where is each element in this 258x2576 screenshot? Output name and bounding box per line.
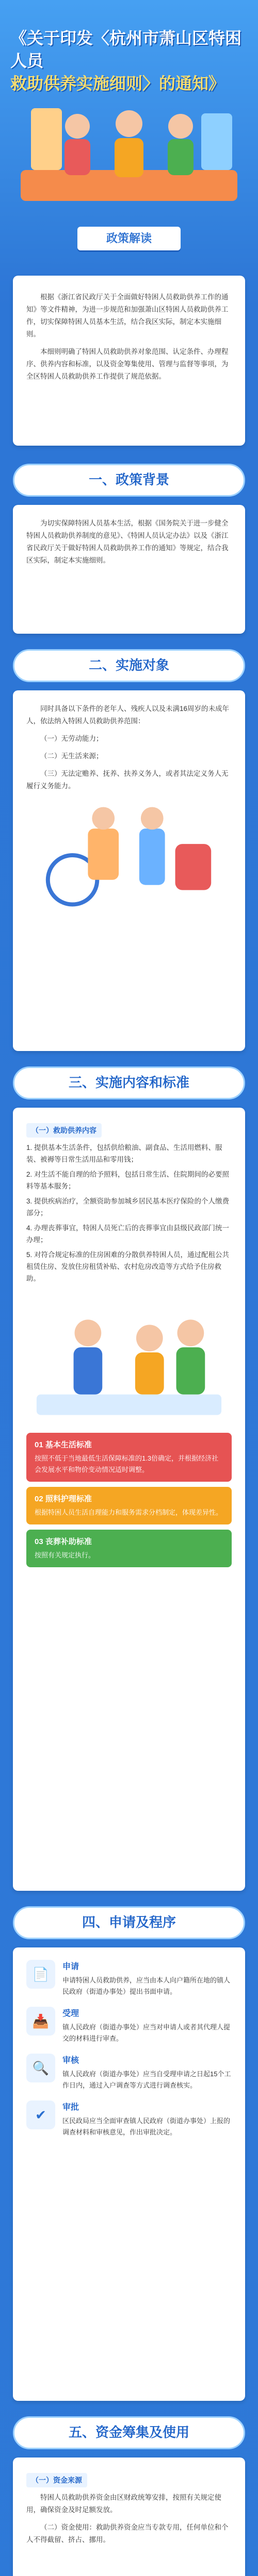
intro-paragraph: 根据《浙江省民政厅关于全面做好特困人员救助供养工作的通知》等文件精神，为进一步规范和加强萧山区特困人员救助供养工作，切实保障特困人员基本生活，结合我区实际，制定本实施细则。 [26, 293, 229, 338]
panel-body: 根据特困人员生活自理能力和服务需求分档制定，体现差异性。 [35, 1509, 223, 1516]
panel-title: 02 照料护理标准 [35, 1495, 92, 1503]
step-title: 审批 [62, 2103, 79, 2112]
policy-interpretation-badge: 政策解读 [77, 227, 181, 250]
section-paragraph: （一）无劳动能力； [40, 735, 103, 742]
intro-paragraph: 本细则明确了特困人员救助供养对象范围、认定条件、办理程序、供养内容和标准，以及资金筹集使用、管理与监督等事项，为全区特困人员救助供养工作提供了规范依据。 [26, 348, 229, 380]
list-item: 1. 提供基本生活条件，包括供给粮油、副食品、生活用燃料、服装、被褥等日常生活用品和零用钱； [26, 1144, 222, 1163]
process-step [26, 1960, 232, 1997]
section-card-3 [13, 1108, 245, 1891]
intro-card [13, 276, 245, 446]
standard-panel-basic [26, 1433, 232, 1482]
section-card-4 [13, 1947, 245, 2401]
process-step [26, 2007, 232, 2044]
hero-banner [0, 0, 258, 268]
step-desc: 镇人民政府（街道办事处）应当自受理申请之日起15个工作日内，通过入户调查等方式进行调查核实。 [62, 2070, 231, 2089]
section-paragraph: 为切实保障特困人员基本生活，根据《国务院关于进一步健全特困人员救助供养制度的意见》、《特困人员认定办法》以及《浙江省民政厅关于做好特困人员救助供养工作的通知》等规定，结合我区实际，制定本实施细则。 [26, 519, 229, 564]
section-card-5 [13, 2458, 245, 2576]
list-item: 4. 办理丧葬事宜，特困人员死亡后的丧葬事宜由县级民政部门统一办理； [26, 1224, 230, 1244]
section-subheading: （一）救助供养内容 [26, 1123, 102, 1138]
step-desc: 申请特困人员救助供养，应当由本人向户籍所在地的镇人民政府（街道办事处）提出书面申请。 [62, 1976, 231, 1995]
section-title-3: 三、实施内容和标准 [13, 1066, 245, 1099]
section-paragraph: （二）无生活来源； [40, 752, 103, 760]
support-items-list [26, 1142, 232, 1284]
title-line-2: 救助供养实施细则〉的通知》 [10, 74, 225, 93]
step-desc: 镇人民政府（街道办事处）应当对申请人或者其代理人提交的材料进行审查。 [62, 2023, 231, 2042]
helper-illustration [26, 1292, 232, 1426]
process-step [26, 2100, 232, 2138]
step-title: 受理 [62, 2009, 79, 2018]
section-title-4: 四、申请及程序 [13, 1906, 245, 1939]
process-step [26, 2054, 232, 2091]
family-illustration [0, 77, 258, 222]
section-paragraph: 同时具备以下条件的老年人、残疾人以及未满16周岁的未成年人，依法纳入特困人员救助供养范围： [26, 705, 230, 725]
section-paragraph: （二）资金使用：救助供养资金应当专款专用，任何单位和个人不得截留、挤占、挪用。 [26, 2523, 229, 2544]
list-item: 2. 对生活不能自理的给予照料，包括日常生活、住院期间的必要照料等基本服务； [26, 1171, 230, 1190]
family-illustration-2 [26, 2551, 232, 2576]
document-icon: 📄 [26, 1960, 55, 1989]
section-title-1: 一、政策背景 [13, 464, 245, 497]
list-item: 5. 对符合规定标准的住房困难的分散供养特困人员，通过配租公共租赁住房、发放住房租赁补贴、农村危房改造等方式给予住房救助。 [26, 1251, 230, 1282]
section-title-2: 二、实施对象 [13, 649, 245, 682]
panel-title: 03 丧葬补助标准 [35, 1537, 92, 1546]
step-title: 申请 [62, 1962, 79, 1971]
list-item: 3. 提供疾病治疗，全额资助参加城乡居民基本医疗保险的个人缴费部分； [26, 1197, 230, 1217]
standard-panel-care [26, 1487, 232, 1524]
step-title: 审核 [62, 2056, 79, 2065]
section-paragraph: 特困人员救助供养资金由区财政统筹安排，按照有关规定使用，确保资金及时足额发放。 [26, 2494, 221, 2514]
search-icon: 🔍 [26, 2054, 55, 2082]
section-paragraph: （三）无法定赡养、抚养、扶养义务人，或者其法定义务人无履行义务能力。 [26, 770, 229, 790]
panel-title: 01 基本生活标准 [35, 1440, 92, 1449]
care-illustration [26, 798, 232, 911]
section-card-2 [13, 690, 245, 1051]
section-card-1 [13, 505, 245, 634]
standard-panel-funeral [26, 1530, 232, 1567]
panel-body: 按照有关规定执行。 [35, 1551, 95, 1559]
check-icon: ✔ [26, 2100, 55, 2129]
inbox-icon: 📥 [26, 2007, 55, 2036]
step-desc: 区民政局应当全面审查镇人民政府（街道办事处）上报的调查材料和审核意见，作出审批决定。 [62, 2117, 231, 2136]
section-title-5: 五、资金筹集及使用 [13, 2416, 245, 2449]
section-subheading: （一）资金来源 [26, 2473, 87, 2487]
title-line-1: 《关于印发〈杭州市萧山区特困人员 [10, 28, 242, 71]
panel-body: 按照不低于当地最低生活保障标准的1.3倍确定，并根据经济社会发展水平和物价变动情况适时调整。 [35, 1454, 219, 1473]
